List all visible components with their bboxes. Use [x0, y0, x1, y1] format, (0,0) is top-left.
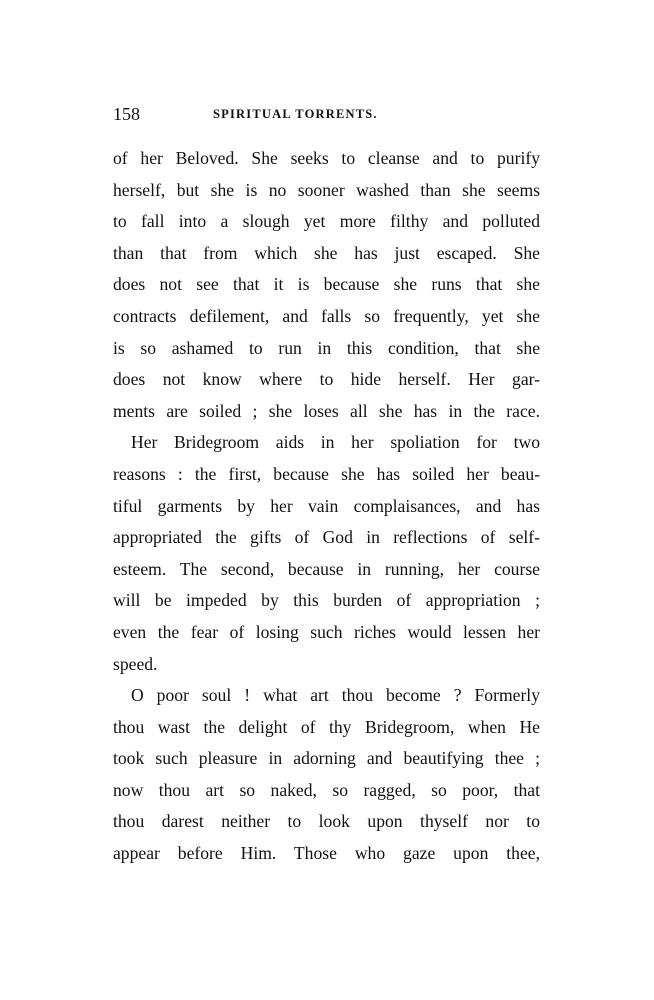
text-line: now thou art so naked, so ragged, so poor, that [113, 779, 540, 800]
text-line: than that from which she has just escaped. She [113, 242, 540, 263]
text-line: to fall into a slough yet more filthy and polluted [113, 211, 540, 232]
paragraph-end-line: speed. [113, 653, 158, 674]
text-line: thou darest neither to look upon thyself nor to [113, 811, 540, 832]
text-line: reasons : the first, because she has soiled her beau- [113, 463, 540, 484]
text-line: even the fear of losing such riches would lessen her [113, 621, 540, 642]
text-line: tiful garments by her vain complaisances, and has [113, 495, 540, 516]
running-header [113, 104, 540, 128]
text-line: contracts defilement, and falls so frequently, yet she [113, 305, 540, 326]
text-line: is so ashamed to run in this condition, that she [113, 337, 540, 358]
text-line: thou wast the delight of thy Bridegroom, when He [113, 716, 540, 737]
paragraph-start-line: Her Bridegroom aids in her spoliation for two [131, 432, 540, 453]
text-line: took such pleasure in adorning and beautifying thee ; [113, 748, 540, 769]
text-line: appear before Him. Those who gaze upon thee, [113, 843, 540, 864]
page-number: 158 [113, 104, 140, 124]
text-line: of her Beloved. She seeks to cleanse and to purify [113, 148, 540, 168]
page-body [113, 143, 540, 870]
text-line: esteem. The second, because in running, her course [113, 558, 540, 579]
text-line: does not see that it is because she runs that she [113, 274, 540, 295]
text-line: herself, but she is no sooner washed than she seems [113, 179, 540, 200]
text-line: does not know where to hide herself. Her gar- [113, 369, 540, 390]
text-line: appropriated the gifts of God in reflections of self- [113, 527, 540, 548]
text-line: will be impeded by this burden of appropriation ; [113, 590, 540, 611]
paragraph-start-line: O poor soul ! what art thou become ? Formerly [131, 685, 540, 706]
text-line: ments are soiled ; she loses all she has in the race. [113, 400, 540, 421]
running-title: SPIRITUAL TORRENTS. [213, 107, 378, 121]
